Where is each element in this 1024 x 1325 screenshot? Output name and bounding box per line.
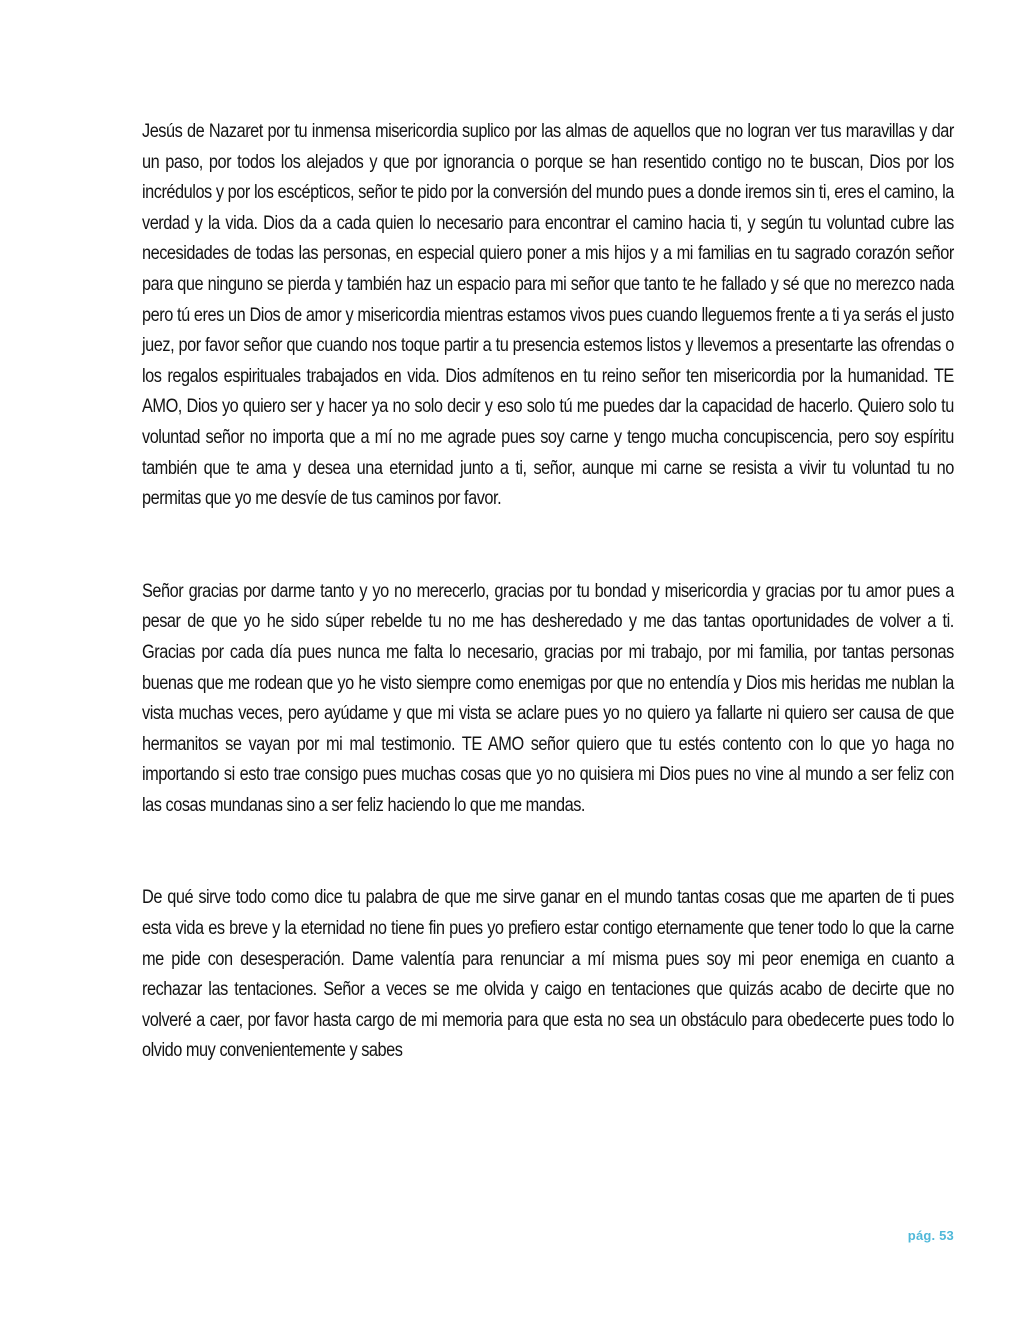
paragraph-3: De qué sirve todo como dice tu palabra de que me sirve ganar en el mundo tantas cosas que me aparten de ti pues esta vida es breve y la eternidad no tiene fin pues yo prefiero estar contigo eternamente que tener todo lo que la carne me pide con desesperación. Dame valentía para renunciar a mí misma pues soy mi peor enemiga en cuanto a rechazar las tentaciones. Señor a veces se me olvida y caigo en tentaciones que quizás acabo de decirte que no volveré a caer, por favor hasta cargo de mi memoria para que esta no sea un obstáculo para obedecerte pues todo lo olvido muy convenientemente y sabes	[142, 887, 954, 1062]
page-number: pág. 53	[907, 1228, 954, 1243]
paragraph-2: Señor gracias por darme tanto y yo no merecerlo, gracias por tu bondad y misericordia y gracias por tu amor pues a pesar de que yo he sido súper rebelde tu no me has desheredado y me das tantas oportunidades de volver a ti. Gracias por cada día pues nunca me falta lo necesario, gracias por mi trabajo, por mi familia, por tantas personas buenas que me rodean que yo he visto siempre como enemigas por que no entendía y Dios mis heridas me nublan la vista muchas veces, pero ayúdame y que mi vista se aclare pues yo no quiero ya fallarte ni quiero ser causa de que hermanitos se vayan por mi mal testimonio. TE AMO señor quiero que tu estés contento con lo que yo haga no importando si esto trae consigo pues muchas cosas que yo no quisiera mi Dios pues no vine al mundo a ser feliz con las cosas mundanas sino a ser feliz haciendo lo que me mandas.	[142, 580, 954, 816]
body-text	[142, 117, 954, 1067]
paragraph-1: Jesús de Nazaret por tu inmensa misericordia suplico por las almas de aquellos que no logran ver tus maravillas y dar un paso, por todos los alejados y que por ignorancia o porque se han resentido contigo no te buscan, Dios por los incrédulos y por los escépticos, señor te pido por la conversión del mundo pues a donde iremos sin ti, eres el camino, la verdad y la vida. Dios da a cada quien lo necesario para encontrar el camino hacia ti, y según tu voluntad cubre las necesidades de todas las personas, en especial quiero poner a mis hijos y a mi familias en tu sagrado corazón señor para que ninguno se pierda y también haz un espacio para mi señor que tanto te he fallado y sé que no merezco nada pero tú eres un Dios de amor y misericordia mientras estamos vivos pues cuando lleguemos frente a ti ya serás el justo juez, por favor señor que cuando nos toque partir a tu presencia estemos listos y llevemos a presentarte las ofrendas o los regalos espirituales trabajados en vida. Dios admítenos en tu reino señor ten misericordia por la humanidad. TE AMO, Dios yo quiero ser y hacer ya no solo decir y eso solo tú me puedes dar la capacidad de hacerlo. Quiero solo tu voluntad señor no importa que a mí no me agrade pues soy carne y tengo mucha concupiscencia, pero soy espíritu también que te ama y desea una eternidad junto a ti, señor, aunque mi carne se resista a vivir tu voluntad tu no permitas que yo me desvíe de tus caminos por favor.	[142, 121, 954, 510]
